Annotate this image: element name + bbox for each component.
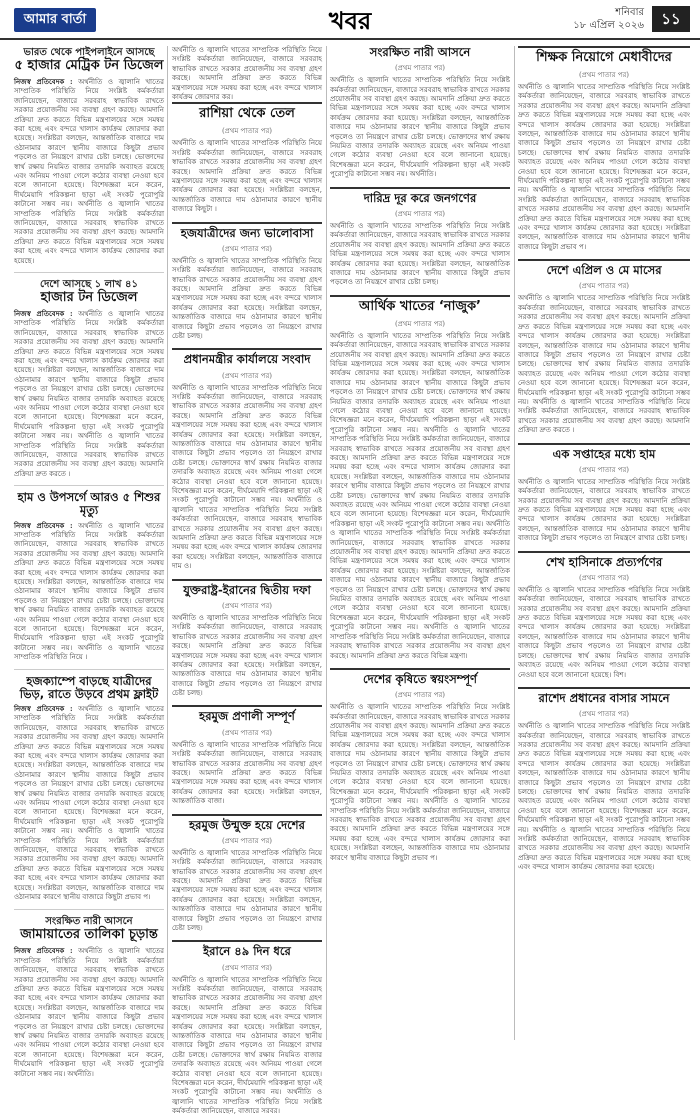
story-byline: (প্রথম পাতার পর) bbox=[221, 371, 273, 380]
story-byline: (প্রথম পাতার পর) bbox=[221, 728, 273, 737]
story-body: অর্থনীতি ও জ্বালানি খাতের সাম্প্রতিক পরিস্থিতি নিয়ে সংশ্লিষ্ট কর্মকর্তারা জানিয়েছেন, বাজারে সরবরাহ স্বাভাবিক রাখতে সরকার প্রয়োজনীয় সব ব্যবস্থা গ্রহণ করছে। আমদানি প্রক্রিয়া দ্রুত করতে বিভিন্ন মন্ত্রণালয়ের সঙ্গে সমন্বয় করা হচ্ছে এবং বন্দরে খালাস কার্যক্রম জোরদার করা হয়েছে। সংশ্লিষ্টরা বলছেন, আন্তর্জাতিক বাজারে দাম ওঠানামার কারণে স্থানীয় বাজারে কিছুটা প্রভাব পড়লেও তা নিয়ন্ত্রণে রাখার চেষ্টা চলছ। bbox=[172, 256, 322, 340]
story-headline: প্রধানমন্ত্রীর কার্যালয়ে সংবাদ bbox=[183, 352, 311, 367]
story-body: অর্থনীতি ও জ্বালানি খাতের সাম্প্রতিক পরিস্থিতি নিয়ে সংশ্লিষ্ট কর্মকর্তারা জানিয়েছেন, বাজারে সরবরাহ স্বাভাবিক রাখতে সরকার প্রয়োজনীয় সব ব্যবস্থা গ্রহণ করছে। আমদানি প্রক্রিয়া দ্রুত করতে বিভিন্ন মন্ত্রণালয়ের সঙ্গে সমন্বয় করা হচ্ছে এবং বন্দরে খালাস কার্যক্রম জোরদার করা হয়েছে। সংশ্লিষ্টরা বলছেন, আন্তর্জাতিক বাজারে দাম ওঠানামার কারণে স্থানীয় বাজারে কিছুটা প্রভাব পড়লেও তা নিয়ন্ত্রণে রাখার চেষ্টা চলছে। ভোক্তাদের স্বার্থ রক্ষায় নিয়মিত বাজার তদারকি অব্যাহত রয়েছে এবং অনিয়ম পাওয়া গেলে কঠোর ব্যবস্থা নেওয়া হবে বলে জানানো হয়েছে। বিশেষজ্ঞরা মনে করেন, দীর্ঘমেয়াদি পরিকল্পনা ছাড়া এই সংকট পুরোপুরি কাটানো সম্ভব নয়। অর্থনীতি ও জ্বালানি খাতের সাম্প্রতিক পরিস্থিতি নিয়ে সংশ্লিষ্ট কর্মকর্তারা জানিয়েছেন, বাজারে সরবরাহ স্বাভাবিক রাখতে সরকার প্রয়োজনীয় সব ব্যবস্থা গ্রহণ করছে। আমদানি প্রক্রিয়া দ্রুত করতে বিভিন্ন মন্ত্রণালয়ের সঙ্গে সমন্বয় করা হচ্ছে এবং বন্দরে খালাস কার্যক্রম জোরদার করা হয়েছে। সংশ্লিষ্টরা বলছেন, আন্তর্জাতিক বাজারে দাম ও। bbox=[172, 383, 322, 571]
story-headline: শিক্ষক নিয়োগে মেধাবীদের bbox=[536, 50, 672, 65]
story-body: অর্থনীতি ও জ্বালানি খাতের সাম্প্রতিক পরিস্থিতি নিয়ে সংশ্লিষ্ট কর্মকর্তারা জানিয়েছেন, বাজারে সরবরাহ স্বাভাবিক রাখতে সরকার প্রয়োজনীয় সব ব্যবস্থা গ্রহণ করছে। আমদানি প্রক্রিয়া দ্রুত করতে বিভিন্ন মন্ত্রণালয়ের সঙ্গে সমন্বয় করা হচ্ছে এবং বন্দরে খালাস কার্যক্রম জোরদার করা হয়েছে। সংশ্লিষ্টরা বলছেন, আন্তর্জাতিক বাজারে দাম ওঠানামার কারণে স্থানীয় বাজারে কিছুটা প্রভাব পড়লেও তা নিয়ন্ত্রণে রাখার চেষ্টা চলছে। ভোক্তাদের স্বার্থ রক্ষায় নিয়মিত বাজার তদারকি অব্যাহত রয়েছে এবং অনিয়ম পাওয়া গেলে কঠোর ব্যবস্থা নেওয়া হবে বলে জানানো হয়েছে। বিশেষজ্ঞরা মনে করেন, দীর্ঘমেয়াদি পরিকল্পনা ছাড়া এই সংকট পুরোপুরি কাটানো সম্ভব নয়। অর্থনীতি ও জ্বালানি খাতের সাম্প্রতিক পরিস্থিতি নিয়ে সংশ্লিষ্ট কর্মকর্তারা জানিয়েছেন, বাজারে সরবরাহ স্বাভাবিক রাখতে সরকার প্রয়োজনীয় সব ব্যবস্থা গ্রহণ করছে। আমদানি প্রক্রিয়া দ্রুত করতে বিভিন্ন মন্ত্রণালয়ের সঙ্গে সমন্বয় করা হচ্ছে এবং বন্দরে খালাস কার্যক্রম জোরদার করা হয়েছে। bbox=[518, 722, 690, 872]
column-2 bbox=[172, 46, 322, 1116]
story-financial-sector[interactable] bbox=[330, 295, 510, 661]
story-headline: হরমুজ উন্মুক্ত হয়ে দেশের bbox=[189, 817, 305, 832]
story-headline: ইরানে ৪৯ দিন ধরে bbox=[203, 944, 291, 959]
story-headline: রাশিয়া থেকে তেল bbox=[199, 106, 295, 122]
story-diesel-import[interactable] bbox=[14, 278, 164, 478]
story-byline: (প্রথম পাতার পর) bbox=[394, 209, 446, 218]
story-headline: হজক্যাম্পে বাড়ছে যাত্রীদের ভিড়, রাতে উড়বে প্রথম ফ্লাইট bbox=[19, 673, 159, 701]
column-rule bbox=[167, 46, 168, 1040]
story-byline: (প্রথম পাতার পর) bbox=[394, 319, 446, 328]
story-headline: ৫ হাজার মেট্রিক টন ডিজেল bbox=[14, 58, 164, 73]
column-rule bbox=[326, 46, 327, 1040]
story-kicker: দেশে আসছে ১ লাখ ৪১ bbox=[40, 278, 138, 290]
story-headline: হাম ও উপসর্গে আরও ৫ শিশুর মৃত্যু bbox=[17, 490, 161, 518]
story-byline: (প্রথম পাতার পর) bbox=[221, 601, 273, 610]
story-body: অর্থনীতি ও জ্বালানি খাতের সাম্প্রতিক পরিস্থিতি নিয়ে সংশ্লিষ্ট কর্মকর্তারা জানিয়েছেন, বাজারে সরবরাহ স্বাভাবিক রাখতে সরকার প্রয়োজনীয় সব ব্যবস্থা গ্রহণ করছে। আমদানি প্রক্রিয়া দ্রুত করতে বিভিন্ন মন্ত্রণালয়ের সঙ্গে সমন্বয় করা হচ্ছে এবং বন্দরে খালাস কার্যক্রম জোরদার করা হয়েছে। সংশ্লিষ্টরা বলছেন, আন্তর্জাতিক বাজারে দাম ওঠানামার কারণে স্থানীয় বাজারে কিছুটা প্রভাব পড়লেও তা নিয়ন্ত্রণে রাখার চেষ্টা চলছে। ভোক্তাদের স্বার্থ রক্ষায় নিয়মিত বাজার তদারকি অব্যাহত রয়েছে এবং অনিয়ম পাওয়া গেলে কঠোর ব্যবস্থা নেওয়া হবে বলে জানানো হয়েছে। বিশেষজ্ঞরা মনে করেন, দীর্ঘমেয়াদি পরিকল্পনা ছাড়া এই সংকট পুরোপুরি কাটানো সম্ভব নয়। অর্থনীতি ও জ্বালানি খাতের সাম্প্রতিক পরিস্থিতি নিয়ে সংশ্লিষ্ট কর্মকর্তারা জানিয়েছেন, বাজারে সরবর। bbox=[172, 975, 322, 1116]
story-extradition[interactable] bbox=[518, 551, 690, 680]
story-body: অর্থনীতি ও জ্বালানি খাতের সাম্প্রতিক পরিস্থিতি নিয়ে সংশ্লিষ্ট কর্মকর্তারা জানিয়েছেন, বাজারে সরবরাহ স্বাভাবিক রাখতে সরকার প্রয়োজনীয় সব ব্যবস্থা গ্রহণ করছে। আমদানি প্রক্রিয়া দ্রুত করতে বিভিন্ন মন্ত্রণালয়ের সঙ্গে সমন্বয় করা হচ্ছে এবং বন্দরে খালাস কার্যক্রম জোরদার করা হয়েছে। সংশ্লিষ্টরা বলছেন, আন্তর্জাতিক বাজারে দাম ওঠানামার কারণে স্থানীয় বাজারে কিছুটা প্রভাব পড়লেও তা নিয়ন্ত্রণে রাখার চেষ্টা চলছ। bbox=[172, 613, 322, 698]
masthead bbox=[0, 0, 700, 40]
story-measles[interactable] bbox=[14, 491, 164, 661]
story-kicker: ভারত থেকে পাইপলাইনে আসছে bbox=[23, 47, 155, 58]
story-body: নিজস্ব প্রতিবেদক : অর্থনীতি ও জ্বালানি খাতের সাম্প্রতিক পরিস্থিতি নিয়ে সংশ্লিষ্ট কর্মকর্তারা জানিয়েছেন, বাজারে সরবরাহ স্বাভাবিক রাখতে সরকার প্রয়োজনীয় সব ব্যবস্থা গ্রহণ করছে। আমদানি প্রক্রিয়া দ্রুত করতে বিভিন্ন মন্ত্রণালয়ের সঙ্গে সমন্বয় করা হচ্ছে এবং বন্দরে খালাস কার্যক্রম জোরদার করা হয়েছে। সংশ্লিষ্টরা বলছেন, আন্তর্জাতিক বাজারে দাম ওঠানামার কারণে স্থানীয় বাজারে কিছুটা প্রভাব পড়লেও তা নিয়ন্ত্রণে রাখার চেষ্টা চলছে। ভোক্তাদের স্বার্থ রক্ষায় নিয়মিত বাজার তদারকি অব্যাহত রয়েছে এবং অনিয়ম পাওয়া গেলে কঠোর ব্যবস্থা নেওয়া হবে বলে জানানো হয়েছে। বিশেষজ্ঞরা মনে করেন, দীর্ঘমেয়াদি পরিকল্পনা ছাড়া এই সংকট পুরোপুরি কাটানো সম্ভব নয়। অর্থনীতি ও জ্বালানি খাতের সাম্প্রতিক পরিস্থিতি নিয়ে সংশ্লিষ্ট কর্মকর্তারা জানিয়েছেন, বাজারে সরবরাহ স্বাভাবিক রাখতে সরকার প্রয়োজনীয় সব ব্যবস্থা গ্রহণ করছে। আমদানি প্রক্রিয়া দ্রুত করতে বিভিন্ন মন্ত্রণালয়ের সঙ্গে সমন্বয় করা হচ্ছে এবং বন্দরে খালাস কার্যক্রম জোরদার করা হয়েছে। সংশ্লিষ্টরা বলছেন, আন্তর্জাতিক বাজারে দাম ওঠানামার কারণে স্থানীয় বাজারে কিছুটা প্রভাব প। bbox=[14, 703, 164, 902]
story-byline: (প্রথম পাতার পর) bbox=[221, 963, 273, 972]
story-body: নিজস্ব প্রতিবেদক : অর্থনীতি ও জ্বালানি খাতের সাম্প্রতিক পরিস্থিতি নিয়ে সংশ্লিষ্ট কর্মকর্তারা জানিয়েছেন, বাজারে সরবরাহ স্বাভাবিক রাখতে সরকার প্রয়োজনীয় সব ব্যবস্থা গ্রহণ করছে। আমদানি প্রক্রিয়া দ্রুত করতে বিভিন্ন মন্ত্রণালয়ের সঙ্গে সমন্বয় করা হচ্ছে এবং বন্দরে খালাস কার্যক্রম জোরদার করা হয়েছে। সংশ্লিষ্টরা বলছেন, আন্তর্জাতিক বাজারে দাম ওঠানামার কারণে স্থানীয় বাজারে কিছুটা প্রভাব পড়লেও তা নিয়ন্ত্রণে রাখার চেষ্টা চলছে। ভোক্তাদের স্বার্থ রক্ষায় নিয়মিত বাজার তদারকি অব্যাহত রয়েছে এবং অনিয়ম পাওয়া গেলে কঠোর ব্যবস্থা নেওয়া হবে বলে জানানো হয়েছে। বিশেষজ্ঞরা মনে করেন, দীর্ঘমেয়াদি পরিকল্পনা ছাড়া এই সংকট পুরোপুরি কাটানো সম্ভব নয়। অর্থনীতি। bbox=[14, 946, 164, 1078]
story-body: অর্থনীতি ও জ্বালানি খাতের সাম্প্রতিক পরিস্থিতি নিয়ে সংশ্লিষ্ট কর্মকর্তারা জানিয়েছেন, বাজারে সরবরাহ স্বাভাবিক রাখতে সরকার প্রয়োজনীয় সব ব্যবস্থা গ্রহণ করছে। আমদানি প্রক্রিয়া দ্রুত করতে বিভিন্ন মন্ত্রণালয়ের সঙ্গে সমন্বয় করা হচ্ছে এবং বন্দরে খালাস কার্যক্রম জোরদার করা হয়েছে। সংশ্লিষ্টরা বলছেন, আন্তর্জাতিক বাজারে দাম ওঠানামার কারণে স্থানীয় বাজারে কিছুটা প্রভাব পড়লেও তা নিয়ন্ত্রণে রাখার চেষ্টা চলছে। ভোক্তাদের স্বার্থ রক্ষায় নিয়মিত বাজার তদারকি অব্যাহত রয়েছে এবং অনিয়ম পাওয়া গেলে কঠোর ব্যবস্থা নেওয়া হবে বলে জানানো হয়েছে। বিশেষজ্ঞরা মনে করেন, দীর্ঘমেয়াদি পরিকল্পনা ছাড়া এই সংকট পুরোপুরি কাটানো সম্ভব নয়। অর্থনীতি ও জ্বালানি খাতের সাম্প্রতিক পরিস্থিতি নিয়ে সংশ্লিষ্ট কর্মকর্তারা জানিয়েছেন, বাজারে সরবরাহ স্বাভাবিক রাখতে সরকার প্রয়োজনীয় সব ব্যবস্থা গ্রহণ করছে। আমদানি প্রক্রিয়া দ্রুত করতে । bbox=[518, 294, 690, 435]
story-divider bbox=[14, 485, 164, 486]
story-april-may[interactable] bbox=[518, 259, 690, 435]
newspaper-logo[interactable]: আমার বার্তা bbox=[14, 8, 96, 32]
story-hormuz[interactable] bbox=[172, 705, 322, 806]
story-headline: হরমুজ প্রণালী সম্পূর্ণ bbox=[199, 709, 295, 724]
story-diesel-pipeline[interactable] bbox=[14, 46, 164, 265]
story-body: অর্থনীতি ও জ্বালানি খাতের সাম্প্রতিক পরিস্থিতি নিয়ে সংশ্লিষ্ট কর্মকর্তারা জানিয়েছেন, বাজারে সরবরাহ স্বাভাবিক রাখতে সরকার প্রয়োজনীয় সব ব্যবস্থা গ্রহণ করছে। আমদানি প্রক্রিয়া দ্রুত করতে বিভিন্ন মন্ত্রণালয়ের সঙ্গে সমন্বয় করা হচ্ছে এবং বন্দরে খালাস কার্যক্রম জোরদার করা হয়েছে। সংশ্লিষ্টরা বলছেন, আন্তর্জাতিক বাজা। bbox=[172, 740, 322, 806]
story-byline: (প্রথম পাতার পর) bbox=[221, 244, 273, 253]
story-body: অর্থনীতি ও জ্বালানি খাতের সাম্প্রতিক পরিস্থিতি নিয়ে সংশ্লিষ্ট কর্মকর্তারা জানিয়েছেন, বাজারে সরবরাহ স্বাভাবিক রাখতে সরকার প্রয়োজনীয় সব ব্যবস্থা গ্রহণ করছে। আমদানি প্রক্রিয়া দ্রুত করতে বিভিন্ন মন্ত্রণালয়ের সঙ্গে সমন্বয় করা হচ্ছে এবং বন্দরে খালাস কার্যক্রম জোরদার করা হয়েছে। সংশ্লিষ্টরা বলছেন, আন্তর্জাতিক বাজারে দাম ওঠানামার কারণে স্থানীয় বাজারে কিছুটা প্রভাব পড়লেও তা নিয়ন্ত্রণে রাখার চেষ্টা চলছে। ভোক্তাদের স্বার্থ রক্ষায় নিয়মিত বাজার তদারকি অব্যাহত রয়েছে এবং অনিয়ম পাওয়া গেলে কঠোর ব্যবস্থা নেওয়া হবে বলে জানানো হয়েছে। বিশেষজ্ঞরা মনে করেন, দীর্ঘমেয়াদি পরিকল্পনা ছাড়া এই সংকট পুরোপুরি কাটানো সম্ভব নয়। অর্থনীতি ও জ্বালানি খাতের সাম্প্রতিক পরিস্থিতি নিয়ে সংশ্লিষ্ট কর্মকর্তারা জানিয়েছেন, বাজারে সরবরাহ স্বাভাবিক রাখতে সরকার প্রয়োজনীয় সব ব্যবস্থা গ্রহণ করছে। আমদানি প্রক্রিয়া দ্রুত করতে বিভিন্ন মন্ত্রণালয়ের সঙ্গে সমন্বয় করা হচ্ছে এবং বন্দরে খালাস কার্যক্রম জোরদার করা হয়েছে। সংশ্লিষ্টরা বলছেন, আন্তর্জাতিক বাজারে দাম ওঠানামার কারণে স্থানীয় বাজারে কিছুটা প্রভাব প। bbox=[330, 703, 510, 862]
story-headline: আর্থিক খাতের ‘নাজুক’ bbox=[358, 298, 482, 314]
story-headline: দেশের কৃষিতে স্বয়ংসম্পূর্ণ bbox=[363, 671, 477, 686]
issue-date-text: ১৮ এপ্রিল ২০২৬ bbox=[573, 20, 644, 31]
story-headline: শেখ হাসিনাকে প্রত্যর্পণের bbox=[545, 554, 663, 569]
story-byline: (প্রথম পাতার পর) bbox=[394, 691, 446, 700]
story-headline: এক সপ্তাহের মধ্যে হাম bbox=[552, 446, 656, 461]
story-body: অর্থনীতি ও জ্বালানি খাতের সাম্প্রতিক পরিস্থিতি নিয়ে সংশ্লিষ্ট কর্মকর্তারা জানিয়েছেন, বাজারে সরবরাহ স্বাভাবিক রাখতে সরকার প্রয়োজনীয় সব ব্যবস্থা গ্রহণ করছে। আমদানি প্রক্রিয়া দ্রুত করতে বিভিন্ন মন্ত্রণালয়ের সঙ্গে সমন্বয় করা হচ্ছে এবং বন্দরে খালাস কার্যক্রম জোরদার করা হয়েছে। সংশ্লিষ্টরা বলছেন, আন্তর্জাতিক বাজারে দাম ওঠানামার কারণে স্থানীয় বাজারে কিছুটা প্রভাব পড়লেও তা নিয়ন্ত্রণে রাখার চেষ্টা চলছে। ভোক্তাদের স্বার্থ রক্ষায় নিয়মিত বাজার তদারকি অব্যাহত রয়েছে এবং অনিয়ম পাওয়া গেলে কঠোর ব্যবস্থা নেওয়া হবে বলে জানানো হয়েছে। বিশেষজ্ঞরা মনে করেন, দীর্ঘমেয়াদি পরিকল্পনা ছাড়া এই সংকট পুরোপুরি কাটানো সম্ভব নয়। অর্থনীতি। bbox=[330, 76, 510, 179]
story-byline: (প্রথম পাতার পর) bbox=[394, 64, 446, 73]
story-byline: (প্রথম পাতার পর) bbox=[578, 573, 630, 582]
story-byline: (প্রথম পাতার পর) bbox=[578, 465, 630, 474]
story-body: নিজস্ব প্রতিবেদক : অর্থনীতি ও জ্বালানি খাতের সাম্প্রতিক পরিস্থিতি নিয়ে সংশ্লিষ্ট কর্মকর্তারা জানিয়েছেন, বাজারে সরবরাহ স্বাভাবিক রাখতে সরকার প্রয়োজনীয় সব ব্যবস্থা গ্রহণ করছে। আমদানি প্রক্রিয়া দ্রুত করতে বিভিন্ন মন্ত্রণালয়ের সঙ্গে সমন্বয় করা হচ্ছে এবং বন্দরে খালাস কার্যক্রম জোরদার করা হয়েছে। সংশ্লিষ্টরা বলছেন, আন্তর্জাতিক বাজারে দাম ওঠানামার কারণে স্থানীয় বাজারে কিছুটা প্রভাব পড়লেও তা নিয়ন্ত্রণে রাখার চেষ্টা চলছে। ভোক্তাদের স্বার্থ রক্ষায় নিয়মিত বাজার তদারকি অব্যাহত রয়েছে এবং অনিয়ম পাওয়া গেলে কঠোর ব্যবস্থা নেওয়া হবে বলে জানানো হয়েছে। বিশেষজ্ঞরা মনে করেন, দীর্ঘমেয়াদি পরিকল্পনা ছাড়া এই সংকট পুরোপুরি কাটানো সম্ভব নয়। অর্থনীতি ও জ্বালানি খাতের সাম্প্রতিক পরিস্থিতি নিয়ে সংশ্লিষ্ট কর্মকর্তারা জানিয়েছেন, বাজারে সরবরাহ স্বাভাবিক রাখতে সরকার প্রয়োজনীয় সব ব্যবস্থা গ্রহণ করছে। আমদানি প্রক্রিয়া দ্রুত করতে । bbox=[14, 308, 164, 478]
column-rule bbox=[514, 46, 515, 1040]
story-body: অর্থনীতি ও জ্বালানি খাতের সাম্প্রতিক পরিস্থিতি নিয়ে সংশ্লিষ্ট কর্মকর্তারা জানিয়েছেন, বাজারে সরবরাহ স্বাভাবিক রাখতে সরকার প্রয়োজনীয় সব ব্যবস্থা গ্রহণ করছে। আমদানি প্রক্রিয়া দ্রুত করতে বিভিন্ন মন্ত্রণালয়ের সঙ্গে সমন্বয় করা হচ্ছে এবং বন্দরে খালাস কার্যক্রম জোরদার করা হয়েছে। সংশ্লিষ্টরা বলছেন, আন্তর্জাতিক বাজারে দাম ওঠানামার কারণে স্থানীয় বাজারে কিছুটা প্রভাব পড়লেও তা নিয়ন্ত্রণে রাখার চেষ্টা চলছে। ভোক্তাদের স্বার্থ রক্ষায় নিয়মিত বাজার তদারকি অব্যাহত রয়েছে এবং অনিয়ম পাওয়া গেলে কঠোর ব্যবস্থা নেওয়া হবে বলে জানানো হয়েছে। বিশেষজ্ঞরা মনে করেন, দীর্ঘমেয়াদি পরিকল্পনা ছাড়া এই সংকট পুরোপুরি কাটানো সম্ভব নয়। অর্থনীতি ও জ্বালানি খাতের সাম্প্রতিক পরিস্থিতি নিয়ে সংশ্লিষ্ট কর্মকর্তারা জানিয়েছেন, বাজারে সরবরাহ স্বাভাবিক রাখতে সরকার প্রয়োজনীয় সব ব্যবস্থা গ্রহণ করছে। আমদানি প্রক্রিয়া দ্রুত করতে বিভিন্ন মন্ত্রণালয়ের সঙ্গে সমন্বয় করা হচ্ছে এবং বন্দরে খালাস কার্যক্রম জোরদার করা হয়েছে। সংশ্লিষ্টরা বলছেন, আন্তর্জাতিক বাজারে দাম ওঠানামার কারণে স্থানীয় বাজারে কিছুটা প্রভাব প। bbox=[518, 82, 690, 251]
story-kicker: সংরক্ষিত নারী আসনে bbox=[45, 916, 133, 928]
story-russia-oil[interactable] bbox=[172, 102, 322, 214]
issue-date bbox=[573, 6, 644, 32]
story-reserved-seats[interactable] bbox=[330, 46, 510, 180]
story-byline: (প্রথম পাতার পর) bbox=[578, 70, 630, 79]
story-us-iran[interactable] bbox=[172, 579, 322, 699]
story-poverty[interactable] bbox=[330, 187, 510, 288]
story-teacher-recruitment[interactable] bbox=[518, 46, 690, 252]
story-body: অর্থনীতি ও জ্বালানি খাতের সাম্প্রতিক পরিস্থিতি নিয়ে সংশ্লিষ্ট কর্মকর্তারা জানিয়েছেন, বাজারে সরবরাহ স্বাভাবিক রাখতে সরকার প্রয়োজনীয় সব ব্যবস্থা গ্রহণ করছে। আমদানি প্রক্রিয়া দ্রুত করতে বিভিন্ন মন্ত্রণালয়ের সঙ্গে সমন্বয় করা হচ্ছে এবং বন্দরে খালাস কার্যক্রম জোরদার করা হয়েছে। সংশ্লিষ্টরা বলছেন, আন্তর্জাতিক বাজারে দাম ওঠানামার কারণে স্থানীয় বাজারে কিছুটা । bbox=[172, 139, 322, 214]
section-title: খবর bbox=[328, 7, 372, 35]
story-body: অর্থনীতি ও জ্বালানি খাতের সাম্প্রতিক পরিস্থিতি নিয়ে সংশ্লিষ্ট কর্মকর্তারা জানিয়েছেন, বাজারে সরবরাহ স্বাভাবিক রাখতে সরকার প্রয়োজনীয় সব ব্যবস্থা গ্রহণ করছে। আমদানি প্রক্রিয়া দ্রুত করতে বিভিন্ন মন্ত্রণালয়ের সঙ্গে সমন্বয় করা হচ্ছে এবং বন্দরে খালাস কার্যক্রম জোরদার করা হয়েছে। সংশ্লিষ্টরা বলছেন, আন্তর্জাতিক বাজারে দাম ওঠানামার কারণে স্থানীয় বাজারে কিছুটা প্রভাব পড়লেও তা নিয়ন্ত্রণে রাখার চেষ্টা চলছ। bbox=[330, 221, 510, 287]
story-continuation: অর্থনীতি ও জ্বালানি খাতের সাম্প্রতিক পরিস্থিতি নিয়ে সংশ্লিষ্ট কর্মকর্তারা জানিয়েছেন, বাজারে সরবরাহ স্বাভাবিক রাখতে সরকার প্রয়োজনীয় সব ব্যবস্থা গ্রহণ করছে। আমদানি প্রক্রিয়া দ্রুত করতে বিভিন্ন মন্ত্রণালয়ের সঙ্গে সমন্বয় করা হচ্ছে এবং বন্দরে খালাস কার্যক্রম জোরদার কর। bbox=[172, 46, 322, 102]
story-headline: রাশেদ প্রধানের বাসার সামনে bbox=[538, 690, 670, 705]
story-headline: দেশে এপ্রিল ও মে মাসের bbox=[546, 263, 662, 278]
story-pm-office[interactable] bbox=[172, 348, 322, 571]
story-headline: দারিদ্র দূর করে জনগণের bbox=[363, 190, 477, 205]
story-body: অর্থনীতি ও জ্বালানি খাতের সাম্প্রতিক পরিস্থিতি নিয়ে সংশ্লিষ্ট কর্মকর্তারা জানিয়েছেন, বাজারে সরবরাহ স্বাভাবিক রাখতে সরকার প্রয়োজনীয় সব ব্যবস্থা গ্রহণ করছে। আমদানি প্রক্রিয়া দ্রুত করতে বিভিন্ন মন্ত্রণালয়ের সঙ্গে সমন্বয় করা হচ্ছে এবং বন্দরে খালাস কার্যক্রম জোরদার করা হয়েছে। সংশ্লিষ্টরা বলছেন, আন্তর্জাতিক বাজারে দাম ওঠানামার কারণে স্থানীয় বাজারে কিছুটা প্রভাব পড়লেও তা নিয়ন্ত্রণে রাখার চেষ্টা চলছে। ভোক্তাদের স্বার্থ রক্ষায় নিয়মিত বাজার তদারকি অব্যাহত রয়েছে এবং অনিয়ম পাওয়া গেলে কঠোর ব্যবস্থা নেওয়া হবে বলে জানানো হয়েছে। বিশ। bbox=[518, 585, 690, 679]
story-body: অর্থনীতি ও জ্বালানি খাতের সাম্প্রতিক পরিস্থিতি নিয়ে সংশ্লিষ্ট কর্মকর্তারা জানিয়েছেন, বাজারে সরবরাহ স্বাভাবিক রাখতে সরকার প্রয়োজনীয় সব ব্যবস্থা গ্রহণ করছে। আমদানি প্রক্রিয়া দ্রুত করতে বিভিন্ন মন্ত্রণালয়ের সঙ্গে সমন্বয় করা হচ্ছে এবং বন্দরে খালাস কার্যক্রম জোরদার করা হয়েছে। সংশ্লিষ্টরা বলছেন, আন্তর্জাতিক বাজারে দাম ওঠানামার কারণে স্থানীয় বাজারে কিছুটা প্রভাব পড়লেও তা নিয়ন্ত্রণে রাখার চেষ্টা চলছে। ভোক্তাদের স্বার্থ রক্ষায় নিয়মিত বাজার তদারকি অব্যাহত রয়েছে এবং অনিয়ম পাওয়া গেলে কঠোর ব্যবস্থা নেওয়া হবে বলে জানানো হয়েছে। বিশেষজ্ঞরা মনে করেন, দীর্ঘমেয়াদি পরিকল্পনা ছাড়া এই সংকট পুরোপুরি কাটানো সম্ভব নয়। অর্থনীতি ও জ্বালানি খাতের সাম্প্রতিক পরিস্থিতি নিয়ে সংশ্লিষ্ট কর্মকর্তারা জানিয়েছেন, বাজারে সরবরাহ স্বাভাবিক রাখতে সরকার প্রয়োজনীয় সব ব্যবস্থা গ্রহণ করছে। আমদানি প্রক্রিয়া দ্রুত করতে বিভিন্ন মন্ত্রণালয়ের সঙ্গে সমন্বয় করা হচ্ছে এবং বন্দরে খালাস কার্যক্রম জোরদার করা হয়েছে। সংশ্লিষ্টরা বলছেন, আন্তর্জাতিক বাজারে দাম ওঠানামার কারণে স্থানীয় বাজারে কিছুটা প্রভাব পড়লেও তা নিয়ন্ত্রণে রাখার চেষ্টা চলছে। ভোক্তাদের স্বার্থ রক্ষায় নিয়মিত বাজার তদারকি অব্যাহত রয়েছে এবং অনিয়ম পাওয়া গেলে কঠোর ব্যবস্থা নেওয়া হবে বলে জানানো হয়েছে। বিশেষজ্ঞরা মনে করেন, দীর্ঘমেয়াদি পরিকল্পনা ছাড়া এই সংকট পুরোপুরি কাটানো সম্ভব নয়। অর্থনীতি ও জ্বালানি খাতের সাম্প্রতিক পরিস্থিতি নিয়ে সংশ্লিষ্ট কর্মকর্তারা জানিয়েছেন, বাজারে সরবরাহ স্বাভাবিক রাখতে সরকার প্রয়োজনীয় সব ব্যবস্থা গ্রহণ করছে। আমদানি প্রক্রিয়া দ্রুত করতে বিভিন্ন মন্ত্রণালয়ের সঙ্গে সমন্বয় করা হচ্ছে এবং বন্দরে খালাস কার্যক্রম জোরদার করা হয়েছে। সংশ্লিষ্টরা বলছেন, আন্তর্জাতিক বাজারে দাম ওঠানামার কারণে স্থানীয় বাজারে কিছুটা প্রভাব পড়লেও তা নিয়ন্ত্রণে রাখার চেষ্টা চলছে। ভোক্তাদের স্বার্থ রক্ষায় নিয়মিত বাজার তদারকি অব্যাহত রয়েছে এবং অনিয়ম পাওয়া গেলে কঠোর ব্যবস্থা নেওয়া হবে বলে জানানো হয়েছে। বিশেষজ্ঞরা মনে করেন, দীর্ঘমেয়াদি পরিকল্পনা ছাড়া এই সংকট পুরোপুরি কাটানো সম্ভব নয়। অর্থনীতি ও জ্বালানি খাতের সাম্প্রতিক পরিস্থিতি নিয়ে সংশ্লিষ্ট কর্মকর্তারা জানিয়েছেন, বাজারে সরবরাহ স্বাভাবিক রাখতে সরকার প্রয়োজনীয় সব ব্যবস্থা গ্রহণ করছে। আমদানি প্রক্রিয়া দ্রুত করতে বিভিন্ন মন্ত্রণা। bbox=[330, 331, 510, 660]
story-body: অর্থনীতি ও জ্বালানি খাতের সাম্প্রতিক পরিস্থিতি নিয়ে সংশ্লিষ্ট কর্মকর্তারা জানিয়েছেন, বাজারে সরবরাহ স্বাভাবিক রাখতে সরকার প্রয়োজনীয় সব ব্যবস্থা গ্রহণ করছে। আমদানি প্রক্রিয়া দ্রুত করতে বিভিন্ন মন্ত্রণালয়ের সঙ্গে সমন্বয় করা হচ্ছে এবং বন্দরে খালাস কার্যক্রম জোরদার করা হয়েছে। সংশ্লিষ্টরা বলছেন, আন্তর্জাতিক বাজারে দাম ওঠানামার কারণে স্থানীয় বাজারে কিছুটা প্রভাব পড়লেও তা নিয়ন্ত্রণে রাখার চেষ্টা চলছ। bbox=[518, 477, 690, 543]
story-headline: হজযাত্রীদের জন্য ভালোবাসা bbox=[180, 225, 314, 240]
story-headline: যুক্তরাষ্ট্র-ইরানের দ্বিতীয় দফা bbox=[183, 582, 311, 597]
column-3 bbox=[330, 46, 510, 1040]
story-hajj-love[interactable] bbox=[172, 222, 322, 342]
story-rashed-house[interactable] bbox=[518, 687, 690, 873]
story-byline: (প্রথম পাতার পর) bbox=[221, 836, 273, 845]
issue-day: শনিবার bbox=[615, 7, 644, 18]
story-headline: জামায়াতের তালিকা চূড়ান্ত bbox=[20, 927, 158, 943]
story-body: নিজস্ব প্রতিবেদক : অর্থনীতি ও জ্বালানি খাতের সাম্প্রতিক পরিস্থিতি নিয়ে সংশ্লিষ্ট কর্মকর্তারা জানিয়েছেন, বাজারে সরবরাহ স্বাভাবিক রাখতে সরকার প্রয়োজনীয় সব ব্যবস্থা গ্রহণ করছে। আমদানি প্রক্রিয়া দ্রুত করতে বিভিন্ন মন্ত্রণালয়ের সঙ্গে সমন্বয় করা হচ্ছে এবং বন্দরে খালাস কার্যক্রম জোরদার করা হয়েছে। সংশ্লিষ্টরা বলছেন, আন্তর্জাতিক বাজারে দাম ওঠানামার কারণে স্থানীয় বাজারে কিছুটা প্রভাব পড়লেও তা নিয়ন্ত্রণে রাখার চেষ্টা চলছে। ভোক্তাদের স্বার্থ রক্ষায় নিয়মিত বাজার তদারকি অব্যাহত রয়েছে এবং অনিয়ম পাওয়া গেলে কঠোর ব্যবস্থা নেওয়া হবে বলে জানানো হয়েছে। বিশেষজ্ঞরা মনে করেন, দীর্ঘমেয়াদি পরিকল্পনা ছাড়া এই সংকট পুরোপুরি কাটানো সম্ভব নয়। অর্থনীতি ও জ্বালানি খাতের সাম্প্রতিক পরিস্থিতি নিয়ে । bbox=[14, 520, 164, 662]
page-number: ১১ bbox=[652, 6, 690, 32]
story-divider bbox=[14, 909, 164, 910]
column-4 bbox=[518, 46, 690, 1040]
column-1 bbox=[14, 46, 164, 1078]
story-hormuz-open[interactable] bbox=[172, 814, 322, 934]
story-headline: হাজার টন ডিজেল bbox=[40, 289, 138, 305]
story-headline: সংরক্ষিত নারী আসনে bbox=[369, 45, 471, 59]
story-byline: (প্রথম পাতার পর) bbox=[578, 282, 630, 291]
story-byline: (প্রথম পাতার পর) bbox=[578, 710, 630, 719]
story-divider bbox=[14, 272, 164, 273]
story-jamaat-list[interactable] bbox=[14, 915, 164, 1078]
story-byline: (প্রথম পাতার পর) bbox=[221, 127, 273, 136]
story-body: অর্থনীতি ও জ্বালানি খাতের সাম্প্রতিক পরিস্থিতি নিয়ে সংশ্লিষ্ট কর্মকর্তারা জানিয়েছেন, বাজারে সরবরাহ স্বাভাবিক রাখতে সরকার প্রয়োজনীয় সব ব্যবস্থা গ্রহণ করছে। আমদানি প্রক্রিয়া দ্রুত করতে বিভিন্ন মন্ত্রণালয়ের সঙ্গে সমন্বয় করা হচ্ছে এবং বন্দরে খালাস কার্যক্রম জোরদার করা হয়েছে। সংশ্লিষ্টরা বলছেন, আন্তর্জাতিক বাজারে দাম ওঠানামার কারণে স্থানীয় বাজারে কিছুটা প্রভাব পড়লেও তা নিয়ন্ত্রণে রাখার চেষ্টা চলছ। bbox=[172, 848, 322, 932]
story-body: নিজস্ব প্রতিবেদক : অর্থনীতি ও জ্বালানি খাতের সাম্প্রতিক পরিস্থিতি নিয়ে সংশ্লিষ্ট কর্মকর্তারা জানিয়েছেন, বাজারে সরবরাহ স্বাভাবিক রাখতে সরকার প্রয়োজনীয় সব ব্যবস্থা গ্রহণ করছে। আমদানি প্রক্রিয়া দ্রুত করতে বিভিন্ন মন্ত্রণালয়ের সঙ্গে সমন্বয় করা হচ্ছে এবং বন্দরে খালাস কার্যক্রম জোরদার করা হয়েছে। সংশ্লিষ্টরা বলছেন, আন্তর্জাতিক বাজারে দাম ওঠানামার কারণে স্থানীয় বাজারে কিছুটা প্রভাব পড়লেও তা নিয়ন্ত্রণে রাখার চেষ্টা চলছে। ভোক্তাদের স্বার্থ রক্ষায় নিয়মিত বাজার তদারকি অব্যাহত রয়েছে এবং অনিয়ম পাওয়া গেলে কঠোর ব্যবস্থা নেওয়া হবে বলে জানানো হয়েছে। বিশেষজ্ঞরা মনে করেন, দীর্ঘমেয়াদি পরিকল্পনা ছাড়া এই সংকট পুরোপুরি কাটানো সম্ভব নয়। অর্থনীতি ও জ্বালানি খাতের সাম্প্রতিক পরিস্থিতি নিয়ে সংশ্লিষ্ট কর্মকর্তারা জানিয়েছেন, বাজারে সরবরাহ স্বাভাবিক রাখতে সরকার প্রয়োজনীয় সব ব্যবস্থা গ্রহণ করছে। আমদানি প্রক্রিয়া দ্রুত করতে বিভিন্ন মন্ত্রণালয়ের সঙ্গে সমন্বয় করা হচ্ছে এবং বন্দরে খালাস কার্যক্রম জোরদার করা হয়েছে। bbox=[14, 76, 164, 265]
story-divider bbox=[14, 669, 164, 670]
story-iran-49-days[interactable] bbox=[172, 940, 322, 1116]
story-hajj-camp[interactable] bbox=[14, 675, 164, 903]
story-measles-week[interactable] bbox=[518, 443, 690, 544]
story-agriculture[interactable] bbox=[330, 668, 510, 863]
